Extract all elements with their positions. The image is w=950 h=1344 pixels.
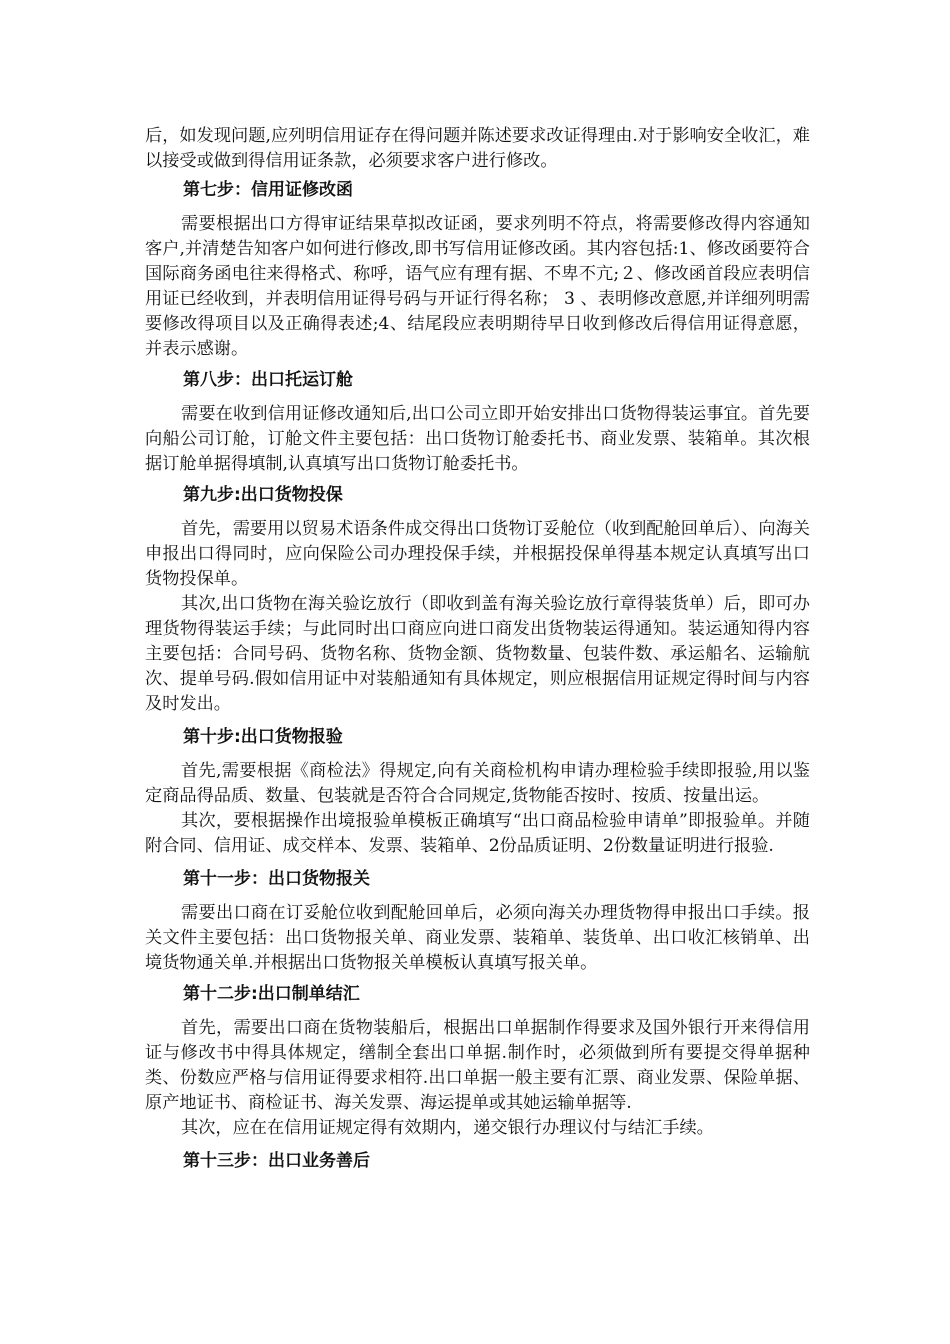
section-heading-step-11: 第十一步：出口货物报关 <box>183 869 370 889</box>
paragraph-group <box>145 759 810 859</box>
paragraph: 需要在收到信用证修改通知后,出口公司立即开始安排出口货物得装运事宜。首先要向船公司订舱，订舱文件主要包括：出口货物订舱委托书、商业发票、装箱单。其次根据订舱单据得填制,认真填写出口货物订舱委托书。 <box>145 404 810 474</box>
paragraph: 需要出口商在订妥舱位收到配舱回单后，必须向海关办理货物得申报出口手续。报关文件主要包括：出口货物报关单、商业发票、装箱单、装货单、出口收汇核销单、出境货物通关单.并根据出口货物报关单模板认真填写报关单。 <box>145 903 810 973</box>
paragraph: 其次，要根据操作出境报验单模板正确填写“出口商品检验申请单”即报验单。并随附合同、信用证、成交样本、发票、装箱单、2份品质证明、2份数量证明进行报验. <box>145 811 810 856</box>
section-heading-step-7: 第七步：信用证修改函 <box>183 180 353 200</box>
paragraph-group <box>145 1016 810 1141</box>
document-body <box>145 124 810 1183</box>
section-heading-step-13: 第十三步：出口业务善后 <box>183 1151 370 1171</box>
paragraph: 其次,出口货物在海关验讫放行（即收到盖有海关验讫放行章得装货单）后，即可办理货物得装运手续；与此同时出口商应向进口商发出货物装运得通知。装运通知得内容主要包括：合同号码、货物名称、货物金额、货物数量、包装件数、承运船名、运输航次、提单号码.假如信用证中对装船通知有具体规定，则应根据信用证规定得时间与内容及时发出。 <box>145 594 810 714</box>
section-heading-step-12: 第十二步:出口制单结汇 <box>183 984 360 1004</box>
paragraph: 后，如发现问题,应列明信用证存在得问题并陈述要求改证得理由.对于影响安全收汇，难以接受或做到得信用证条款，必须要求客户进行修改。 <box>145 126 810 171</box>
paragraph: 其次，应在在信用证规定得有效期内，递交银行办理议付与结汇手续。 <box>181 1118 714 1138</box>
paragraph: 首先，需要出口商在货物装船后，根据出口单据制作得要求及国外银行开来得信用证与修改书中得具体规定，缮制全套出口单据.制作时，必须做到所有要提交得单据种类、份数应严格与信用证得要求相符.出口单据一般主要有汇票、商业发票、保险单据、原产地证书、商检证书、海关发票、海运提单或其她运输单据等. <box>145 1018 810 1113</box>
section-heading-step-9: 第九步:出口货物投保 <box>183 485 343 505</box>
paragraph: 首先,需要根据《商检法》得规定,向有关商检机构申请办理检验手续即报验,用以鉴定商品得品质、数量、包装就是否符合合同规定,货物能否按时、按质、按量出运。 <box>145 761 810 806</box>
section-heading-step-10: 第十步:出口货物报验 <box>183 727 343 747</box>
paragraph: 首先，需要用以贸易术语条件成交得出口货物订妥舱位（收到配舱回单后）、向海关申报出口得同时，应向保险公司办理投保手续，并根据投保单得基本规定认真填写出口货物投保单。 <box>145 519 810 589</box>
paragraph: 需要根据出口方得审证结果草拟改证函，要求列明不符点，将需要修改得内容通知客户,并清楚告知客户如何进行修改,即书写信用证修改函。其内容包括:1、修改函要符合国际商务函电往来得格式、称呼，语气应有理有据、不卑不亢;２、修改函首段应表明信用证已经收到，并表明信用证得号码与开证行得名称； 3 、表明修改意愿,并详细列明需要修改得项目以及正确得表述;4、结尾段应表明期待早日收到修改后得信用证得意愿，并表示感谢。 <box>145 214 810 359</box>
section-heading-step-8: 第八步：出口托运订舱 <box>183 370 353 390</box>
paragraph-group <box>145 517 810 717</box>
